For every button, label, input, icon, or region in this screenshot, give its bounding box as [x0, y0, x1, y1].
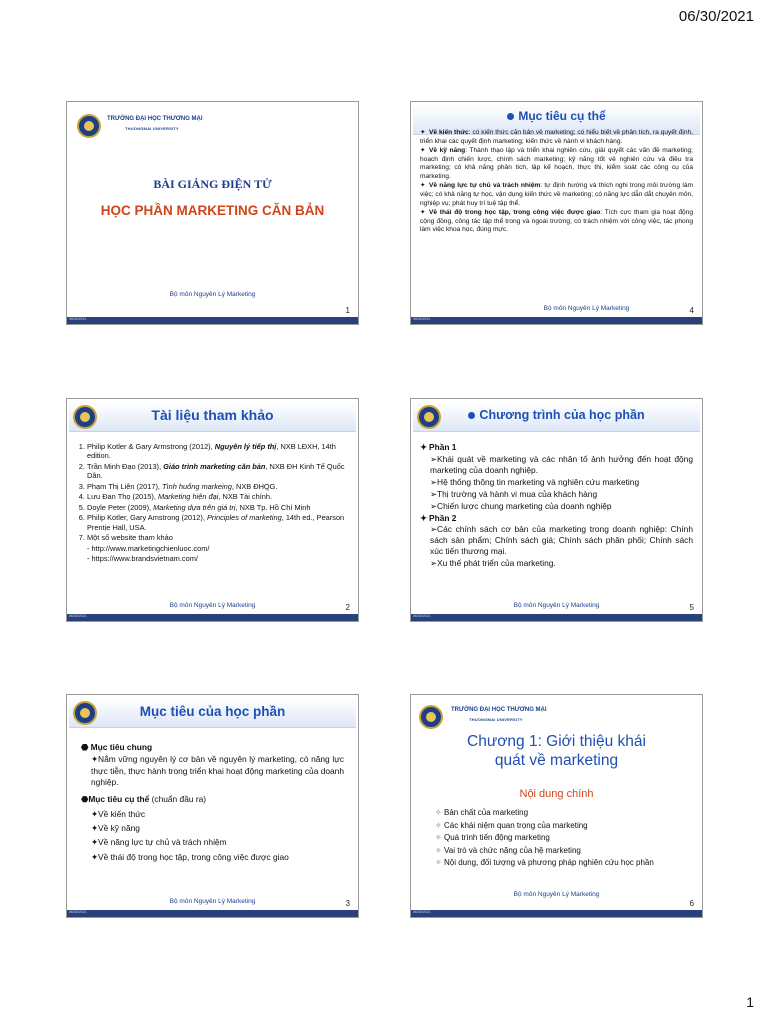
part-heading: ✦ Phần 1: [420, 442, 457, 452]
slide-3[interactable]: [66, 694, 359, 918]
objective-item: ✦ Về năng lực tự chủ và trách nhiệm: tự định hướng và thích nghi trong môi trường làm việc; có khả năng tự học, vận dụng kiến thức về marketing; có năng lực dẫn dắt chuyên môn, nghiệp vụ; phát huy trí tuệ tập thể.: [420, 182, 693, 207]
star-bullet-icon: ✦: [420, 512, 428, 523]
objective-item: ✦Về kỹ năng: [91, 823, 140, 834]
section-heading: Nội dung chính: [519, 788, 594, 800]
footer-bar: [411, 614, 702, 621]
reference-item: 2. Trần Minh Đạo (2013), Giáo trình marketing căn bản, NXB ĐH Kinh Tế Quốc Dân.: [87, 462, 350, 481]
outline-item: ➢Chiến lược chung marketing của doanh nghiệp: [430, 500, 612, 511]
program-outline: [420, 442, 693, 570]
star-bullet-icon: ✧: [435, 833, 442, 843]
star-bullet-icon: ✦: [420, 442, 428, 452]
department-label: Bộ môn Nguyên Lý Marketing: [513, 891, 600, 898]
outline-item: ➢Các chính sách cơ bản của marketing trong doanh nghiệp: Chính sách sản phẩm; Chính sách giá; Chính sách phân phối; Chính sách xúc tiến thương mại.: [430, 524, 693, 557]
slide-5[interactable]: [410, 398, 703, 622]
content-item: ✧ Vai trò và chức năng của hệ marketing: [435, 845, 581, 855]
slide-title: Tài liệu tham khảo: [151, 407, 274, 423]
footer-bar: [67, 317, 358, 324]
bullet-dot-icon: [507, 113, 514, 120]
course-title: HỌC PHẦN MARKETING CĂN BẢN: [100, 203, 325, 218]
star-bullet-icon: ✦: [420, 182, 426, 190]
slide-date: 06/30/2021: [69, 614, 87, 618]
department-label: Bộ môn Nguyên Lý Marketing: [169, 291, 256, 298]
star-bullet-icon: ✧: [435, 845, 442, 855]
objective-item: ✦Về kiến thức: [91, 808, 146, 819]
star-bullet-icon: ✧: [435, 820, 442, 830]
department-label: Bộ môn Nguyên Lý Marketing: [543, 305, 630, 312]
page-number: 1: [746, 994, 754, 1010]
bullet-dot-icon: ⬣: [81, 794, 89, 805]
reference-item: 7. Một số website tham khảo: [87, 533, 350, 542]
star-bullet-icon: ✧: [435, 858, 442, 868]
footer-bar: [67, 910, 358, 917]
university-name: TRƯỜNG ĐẠI HỌC THƯƠNG MẠI: [107, 116, 203, 122]
slide-6[interactable]: [410, 694, 703, 918]
university-seal-icon: [77, 114, 101, 138]
slide-date: 06/30/2021: [413, 614, 431, 618]
slide-title: Mục tiêu cụ thể: [413, 109, 700, 123]
university-subtitle: THUONGMAI UNIVERSITY: [469, 717, 523, 722]
page-date: 06/30/2021: [678, 8, 754, 25]
slide-date: 06/30/2021: [413, 317, 431, 321]
objective-heading: ⬣ Mục tiêu chung: [81, 742, 153, 752]
objective-item: ✦ Về thái độ trong học tập, trong công việc được giao: Tích cực tham gia hoạt động cộng đồng, công tác tập thể trong và ngoài trường; có trách nhiệm với công việc, tác phong làm việc khoa học, đúng mực.: [420, 209, 694, 234]
outline-item: ➢Thị trường và hành vi mua của khách hàng: [430, 488, 598, 499]
star-bullet-icon: ✧: [435, 808, 442, 817]
slide-number: 1: [345, 306, 350, 315]
slide-date: 06/30/2021: [69, 317, 87, 321]
outline-item: ➢Khái quát về marketing và các nhân tố ảnh hưởng đến hoạt động marketing của doanh nghiệp.: [430, 453, 693, 475]
university-subtitle: THUONGMAI UNIVERSITY: [125, 126, 179, 131]
university-name: TRƯỜNG ĐẠI HỌC THƯƠNG MẠI: [451, 707, 547, 713]
reference-item: 6. Philip Kotler, Gary Amstrong (2012), Principles of marketing, 14th ed., Pearson Prentie Hall, USA.: [87, 513, 350, 532]
footer-bar: [67, 614, 358, 621]
slide-date: 06/30/2021: [413, 910, 431, 914]
slide-number: 6: [689, 899, 694, 908]
part-heading: ✦ Phần 2: [420, 512, 457, 523]
star-bullet-icon: ✦: [420, 147, 426, 155]
objective-item: ✦ Về kiến thức: có kiến thức căn bản về marketing; có hiểu biết về phân tích, ra quyết định, triển khai các quyết định marketing; kiến thức về hành vi khách hàng.: [420, 129, 693, 145]
slide-number: 5: [689, 603, 694, 612]
chapter-title: Chương 1: Giới thiệu khái quát về marketing: [467, 733, 646, 769]
website-link[interactable]: - http://www.marketingchienluoc.com/: [87, 543, 210, 553]
content-item: ✧ Bản chất của marketing: [435, 808, 529, 817]
objective-item: ✦Về năng lực tự chủ và trách nhiệm: [91, 837, 227, 848]
university-seal-icon: [419, 705, 443, 729]
title-bar: [413, 402, 700, 432]
reference-item: 1. Philip Kotler & Gary Armstrong (2012), Nguyên lý tiếp thị, NXB LĐXH, 14th edition.: [87, 442, 350, 461]
footer-bar: [411, 317, 702, 324]
department-label: Bộ môn Nguyên Lý Marketing: [513, 602, 600, 609]
slide-number: 2: [345, 603, 350, 612]
slide-title: Mục tiêu của học phần: [139, 704, 286, 719]
reference-item: 5. Doyle Peter (2009), Marketing dựa trên giá trị, NXB Tp. Hồ Chí Minh: [87, 503, 350, 512]
references-list: [75, 442, 350, 565]
content-item: ✧ Nội dung, đối tượng và phương pháp nghiên cứu học phần: [435, 858, 654, 868]
objectives-list: [420, 129, 693, 236]
slide-date: 06/30/2021: [69, 910, 87, 914]
objective-text: ✦Nắm vững nguyên lý cơ bản về nguyên lý marketing, có năng lực thực tiễn, thực hành trong triển khai hoạt động marketing của doanh nghiệp.: [91, 754, 344, 788]
department-label: Bộ môn Nguyên Lý Marketing: [169, 602, 256, 609]
slide-title: Chương trình của học phần: [413, 408, 700, 422]
objective-heading: ⬣Mục tiêu cụ thể (chuẩn đầu ra): [81, 794, 207, 805]
content-list: [435, 807, 688, 870]
content-item: ✧ Các khái niệm quan trọng của marketing: [435, 820, 588, 830]
slide-number: 3: [345, 899, 350, 908]
bullet-dot-icon: [468, 412, 475, 419]
slide-number: 4: [689, 306, 694, 315]
reference-item: 4. Lưu Đan Thọ (2015), Marketing hiện đại, NXB Tài chính.: [87, 492, 350, 501]
title-bar: [69, 698, 356, 728]
footer-bar: [411, 910, 702, 917]
star-bullet-icon: ✦: [420, 209, 426, 217]
star-bullet-icon: ✦: [420, 129, 426, 136]
slide-1[interactable]: [66, 101, 359, 325]
department-label: Bộ môn Nguyên Lý Marketing: [169, 898, 256, 905]
outline-item: ➢Hệ thống thông tin marketing và nghiên cứu marketing: [430, 476, 640, 487]
slide-2[interactable]: [66, 398, 359, 622]
bullet-dot-icon: ⬣: [81, 742, 89, 752]
objective-item: ✦Về thái độ trong học tập, trong công việc được giao: [91, 851, 289, 862]
slide-subtitle: BÀI GIẢNG ĐIỆN TỬ: [153, 177, 272, 191]
content-item: ✧ Quá trình tiến động marketing: [435, 833, 550, 843]
objective-item: ✦ Về kỹ năng: Thành thạo lập và triển khai nghiên cứu, giải quyết các vấn đề marketing; hoạch định chiến lược, chính sách marketing; kỹ năng tốt về nghiên cứu và điều tra marketing; có khả năng phân tích, lập kế hoạch, thực thi, kiểm soát các công cụ của marketing.: [420, 147, 693, 180]
title-bar: [69, 402, 356, 432]
website-link[interactable]: - https://www.brandsvietnam.com/: [87, 554, 198, 564]
outline-item: ➢Xu thế phát triển của marketing.: [430, 558, 556, 569]
slide-4[interactable]: [410, 101, 703, 325]
course-objectives: [81, 742, 344, 864]
reference-item: 3. Phạm Thị Liên (2017), Tình huống markeing, NXB ĐHQG.: [87, 482, 350, 491]
